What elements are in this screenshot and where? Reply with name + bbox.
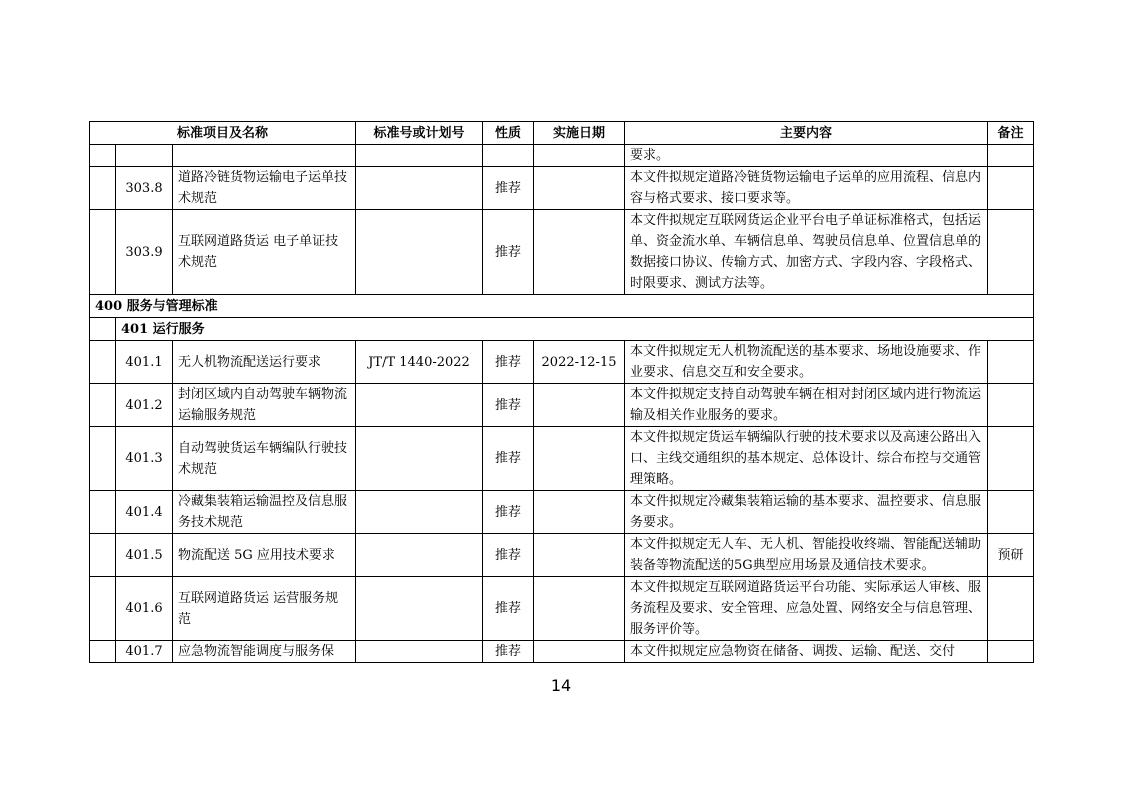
header-nature: 性质 (483, 122, 534, 145)
cell-nature: 推荐 (483, 210, 534, 295)
cell-content: 要求。 (625, 145, 988, 167)
table-row (90, 167, 1034, 210)
standards-table (89, 121, 1034, 663)
cell-remark (988, 427, 1034, 491)
cell-number (356, 577, 483, 641)
cell-remark: 预研 (988, 534, 1034, 577)
cell-remark (988, 341, 1034, 384)
cell-nature: 推荐 (483, 534, 534, 577)
cell-date (534, 384, 625, 427)
cell-number: JT/T 1440-2022 (356, 341, 483, 384)
indent-cell (90, 384, 116, 427)
cell-name: 物流配送 5G 应用技术要求 (173, 534, 356, 577)
cell-id: 401.2 (116, 384, 173, 427)
cell-number (356, 384, 483, 427)
cell-number (356, 145, 483, 167)
cell-content: 本文件拟规定无人车、无人机、智能投收终端、智能配送辅助装备等物流配送的5G典型应用场景及通信技术要求。 (625, 534, 988, 577)
cell-date (534, 534, 625, 577)
cell-remark (988, 210, 1034, 295)
cell-number (356, 427, 483, 491)
cell-name: 自动驾驶货运车辆编队行驶技术规范 (173, 427, 356, 491)
cell-content: 本文件拟规定支持自动驾驶车辆在相对封闭区域内进行物流运输及相关作业服务的要求。 (625, 384, 988, 427)
cell-content: 本文件拟规定应急物资在储备、调拨、运输、配送、交付 (625, 641, 988, 663)
cell-id (116, 145, 173, 167)
indent-cell (90, 641, 116, 663)
table-header-row (90, 122, 1034, 145)
cell-number (356, 167, 483, 210)
page-number: 14 (550, 676, 572, 695)
cell-number (356, 641, 483, 663)
cell-date (534, 427, 625, 491)
cell-id: 401.7 (116, 641, 173, 663)
header-date: 实施日期 (534, 122, 625, 145)
cell-name: 封闭区域内自动驾驶车辆物流运输服务规范 (173, 384, 356, 427)
header-content: 主要内容 (625, 122, 988, 145)
cell-remark (988, 167, 1034, 210)
indent-cell (90, 427, 116, 491)
subsection-row (90, 318, 1034, 341)
cell-name (173, 145, 356, 167)
cell-remark (988, 384, 1034, 427)
header-item: 标准项目及名称 (90, 122, 356, 145)
cell-number (356, 491, 483, 534)
cell-remark (988, 577, 1034, 641)
indent-cell (90, 318, 116, 341)
cell-nature: 推荐 (483, 384, 534, 427)
cell-content: 本文件拟规定互联网道路货运平台功能、实际承运人审核、服务流程及要求、安全管理、应急处置、网络安全与信息管理、服务评价等。 (625, 577, 988, 641)
cell-remark (988, 641, 1034, 663)
cell-date (534, 145, 625, 167)
table-row (90, 341, 1034, 384)
cell-nature: 推荐 (483, 577, 534, 641)
subsection-title: 401 运行服务 (116, 318, 1034, 341)
cell-nature (483, 145, 534, 167)
cell-id: 401.6 (116, 577, 173, 641)
cell-number (356, 210, 483, 295)
cell-nature: 推荐 (483, 427, 534, 491)
cell-date (534, 210, 625, 295)
continuation-row (90, 145, 1034, 167)
table-body (90, 145, 1034, 663)
cell-id: 401.1 (116, 341, 173, 384)
cell-id: 401.5 (116, 534, 173, 577)
cell-date (534, 167, 625, 210)
cell-id: 401.4 (116, 491, 173, 534)
cell-remark (988, 145, 1034, 167)
cell-content: 本文件拟规定道路冷链货物运输电子运单的应用流程、信息内容与格式要求、接口要求等。 (625, 167, 988, 210)
table-row (90, 641, 1034, 663)
table-row (90, 577, 1034, 641)
cell-name: 冷藏集装箱运输温控及信息服务技术规范 (173, 491, 356, 534)
cell-name: 道路冷链货物运输电子运单技术规范 (173, 167, 356, 210)
cell-content: 本文件拟规定货运车辆编队行驶的技术要求以及高速公路出入口、主线交通组织的基本规定、总体设计、综合布控与交通管理策略。 (625, 427, 988, 491)
table-row (90, 384, 1034, 427)
indent-cell (90, 577, 116, 641)
indent-cell (90, 145, 116, 167)
header-number: 标准号或计划号 (356, 122, 483, 145)
cell-nature: 推荐 (483, 641, 534, 663)
table-row (90, 534, 1034, 577)
cell-name: 互联网道路货运 运营服务规范 (173, 577, 356, 641)
cell-id: 303.8 (116, 167, 173, 210)
cell-date (534, 577, 625, 641)
table-row (90, 210, 1034, 295)
header-remark: 备注 (988, 122, 1034, 145)
indent-cell (90, 167, 116, 210)
table-row (90, 427, 1034, 491)
cell-date (534, 491, 625, 534)
cell-number (356, 534, 483, 577)
cell-nature: 推荐 (483, 341, 534, 384)
cell-id: 303.9 (116, 210, 173, 295)
cell-nature: 推荐 (483, 167, 534, 210)
cell-content: 本文件拟规定冷藏集装箱运输的基本要求、温控要求、信息服务要求。 (625, 491, 988, 534)
indent-cell (90, 534, 116, 577)
indent-cell (90, 491, 116, 534)
cell-id: 401.3 (116, 427, 173, 491)
section-title: 400 服务与管理标准 (90, 295, 1034, 318)
section-row (90, 295, 1034, 318)
cell-nature: 推荐 (483, 491, 534, 534)
cell-name: 互联网道路货运 电子单证技术规范 (173, 210, 356, 295)
cell-content: 本文件拟规定互联网货运企业平台电子单证标准格式，包括运单、资金流水单、车辆信息单、驾驶员信息单、位置信息单的数据接口协议、传输方式、加密方式、字段内容、字段格式、时限要求、测试方法等。 (625, 210, 988, 295)
cell-date (534, 641, 625, 663)
cell-date: 2022-12-15 (534, 341, 625, 384)
indent-cell (90, 341, 116, 384)
cell-content: 本文件拟规定无人机物流配送的基本要求、场地设施要求、作业要求、信息交互和安全要求。 (625, 341, 988, 384)
indent-cell (90, 210, 116, 295)
table-row (90, 491, 1034, 534)
cell-name: 应急物流智能调度与服务保 (173, 641, 356, 663)
cell-name: 无人机物流配送运行要求 (173, 341, 356, 384)
cell-remark (988, 491, 1034, 534)
